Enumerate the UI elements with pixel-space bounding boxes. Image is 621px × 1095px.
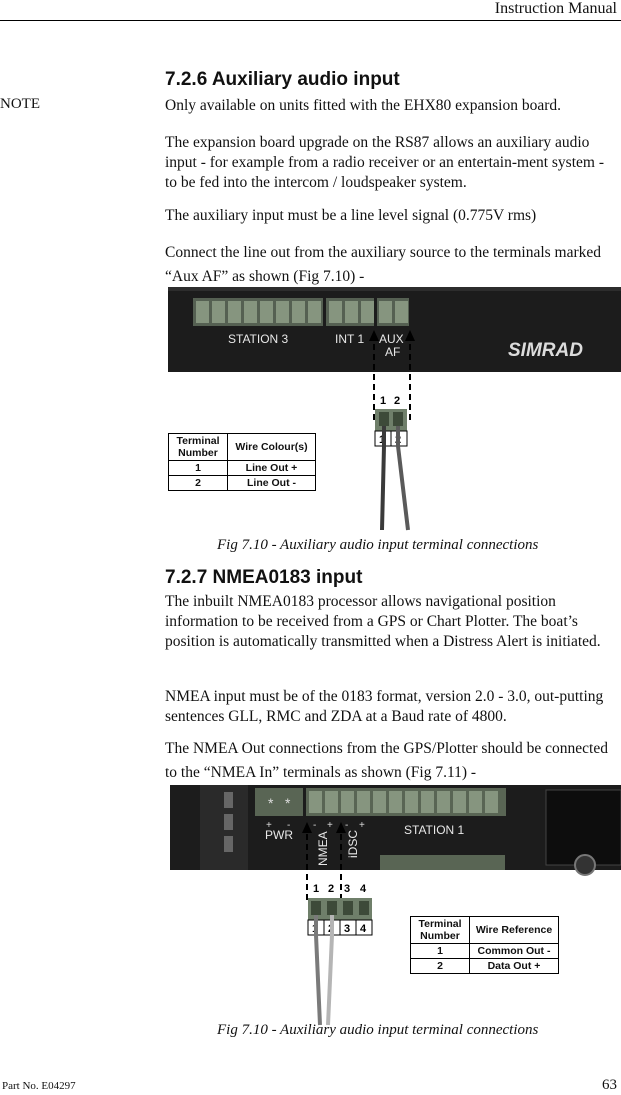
table-header-wire: Wire Reference <box>470 917 559 944</box>
table-cell: Common Out - <box>470 944 559 959</box>
table-cell: Data Out + <box>470 959 559 974</box>
aux-paragraph-2: The auxiliary input must be a line level signal (0.775V rms) <box>165 207 537 224</box>
terminal-label-3: 3 <box>344 923 351 935</box>
svg-text:+: + <box>327 820 333 831</box>
nmea-figure <box>0 780 621 1030</box>
note-label: NOTE <box>0 96 40 112</box>
af-label: AF <box>385 345 401 359</box>
pin-label-2: 2 <box>394 395 401 407</box>
header-title: Instruction Manual <box>494 0 617 17</box>
station3-terminal-block <box>193 298 323 326</box>
simrad-logo: SIMRAD <box>508 340 583 361</box>
nmea-label: NMEA <box>316 831 330 866</box>
station3-label: STATION 3 <box>228 332 289 346</box>
fig2-caption: Fig 7.10 - Auxiliary audio input terminal connections <box>217 1022 539 1038</box>
pwr-label: PWR <box>265 828 293 842</box>
pin-label-3: 3 <box>344 883 351 895</box>
svg-text:*: * <box>268 795 274 811</box>
table-cell: 2 <box>411 959 470 974</box>
terminal-label-2: 2 <box>395 434 402 446</box>
table-cell: 1 <box>169 461 228 476</box>
table-cell: Line Out - <box>228 476 316 491</box>
terminal-label-2: 2 <box>328 923 335 935</box>
wire-1 <box>382 426 384 530</box>
pin-label-2: 2 <box>328 883 335 895</box>
table-header-wire: Wire Colour(s) <box>228 434 316 461</box>
svg-text:+: + <box>266 820 272 831</box>
svg-text:-: - <box>313 820 317 831</box>
nmea-terminal-block <box>306 788 506 816</box>
station1-label: STATION 1 <box>404 823 465 837</box>
table-header-terminal: Terminal Number <box>169 434 228 461</box>
aux-label: AUX <box>379 332 404 346</box>
note-text: Only available on units fitted with the EHX80 expansion board. <box>165 97 562 114</box>
section-heading-nmea: 7.2.7 NMEA0183 input <box>165 567 363 588</box>
nmea-paragraph-1: The inbuilt NMEA0183 processor allows navigational position information to be received from a GPS or Chart Plotter. The boat’s position is automatically transmitted when a Distress Alert is initiated. <box>165 593 601 650</box>
pin-label-1: 1 <box>313 883 320 895</box>
int1-terminal-block <box>326 298 374 326</box>
aux-paragraph-3: Connect the line out from the auxiliary source to the terminals marked “Aux AF” as shown (Fig 7.10) - <box>165 244 602 285</box>
section-heading-aux: 7.2.6 Auxiliary audio input <box>165 69 400 90</box>
svg-text:+: + <box>359 820 365 831</box>
terminal-label-4: 4 <box>360 923 367 935</box>
pin-label-4: 4 <box>360 883 367 895</box>
part-number: Part No. E04297 <box>2 1080 76 1092</box>
pin-label-1: 1 <box>380 395 387 407</box>
fig1-caption: Fig 7.10 - Auxiliary audio input terminal connections <box>217 537 539 553</box>
page-number: 63 <box>602 1077 617 1093</box>
table-row <box>411 959 559 974</box>
nmea-paragraph-3: The NMEA Out connections from the GPS/Plotter should be connected to the “NMEA In” terminals as shown (Fig 7.11) - <box>165 740 608 781</box>
svg-text:-: - <box>345 820 349 831</box>
table-row <box>169 461 316 476</box>
svg-text:*: * <box>285 795 291 811</box>
int1-label: INT 1 <box>335 332 365 346</box>
table-cell: 1 <box>411 944 470 959</box>
table-cell: Line Out + <box>228 461 316 476</box>
aux-wire-table <box>168 433 316 491</box>
aux-paragraph-1: The expansion board upgrade on the RS87 allows an auxiliary audio input - for example from a radio receiver or an entertain-ment system - to be fed into the intercom / loudspeaker system. <box>165 134 604 191</box>
terminal-label-1: 1 <box>379 434 386 446</box>
nmea-wire-table <box>410 916 559 974</box>
svg-text:-: - <box>287 820 291 831</box>
table-row <box>411 944 559 959</box>
table-row <box>169 476 316 491</box>
idsc-label: iDSC <box>346 829 360 858</box>
aux-terminal-block <box>377 298 409 326</box>
table-header-terminal: Terminal Number <box>411 917 470 944</box>
table-cell: 2 <box>169 476 228 491</box>
terminal-label-1: 1 <box>312 923 319 935</box>
nmea-paragraph-2: NMEA input must be of the 0183 format, version 2.0 - 3.0, out-putting sentences GLL, RMC and ZDA at a Baud rate of 4800. <box>165 688 604 725</box>
